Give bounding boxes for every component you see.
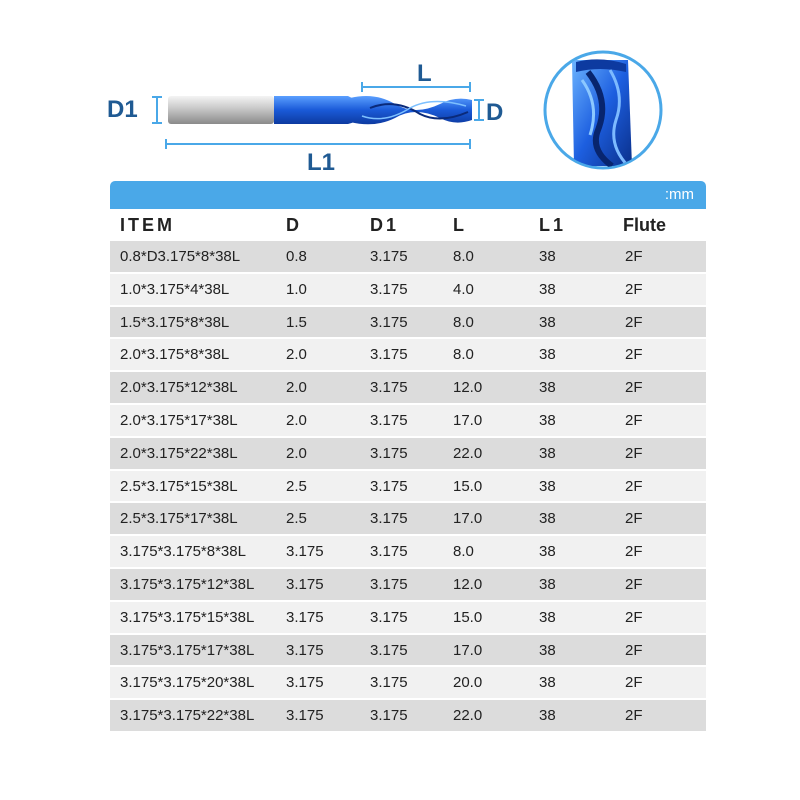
- cell-d: 3.175: [286, 575, 324, 593]
- cell-flute: 2F: [625, 641, 643, 659]
- cell-l1: 38: [539, 510, 556, 528]
- cell-flute: 2F: [625, 543, 643, 561]
- cell-d1: 3.175: [370, 280, 408, 298]
- cell-item: 3.175*3.175*12*38L: [120, 575, 255, 593]
- l-label: L: [417, 60, 432, 87]
- cell-item: 3.175*3.175*8*38L: [120, 543, 246, 561]
- d-label: D: [486, 99, 504, 126]
- cell-flute: 2F: [625, 608, 643, 626]
- cell-flute: 2F: [625, 280, 643, 298]
- cell-l: 22.0: [453, 707, 483, 725]
- table-body: [110, 239, 706, 731]
- cell-d: 3.175: [286, 674, 324, 692]
- cell-flute: 2F: [625, 674, 643, 692]
- cell-d: 3.175: [286, 608, 324, 626]
- table-row: [110, 665, 706, 698]
- cell-l1: 38: [539, 543, 556, 561]
- cell-d1: 3.175: [370, 674, 408, 692]
- cell-l1: 38: [539, 477, 556, 495]
- l1-dimension-mark: [166, 139, 470, 149]
- tool-tip-detail: [545, 52, 661, 168]
- table-row: [110, 305, 706, 338]
- table-row: [110, 403, 706, 436]
- cell-item: 3.175*3.175*17*38L: [120, 641, 255, 659]
- cell-item: 2.0*3.175*22*38L: [120, 444, 238, 462]
- cell-d1: 3.175: [370, 641, 408, 659]
- cell-l: 20.0: [453, 674, 483, 692]
- table-row: [110, 370, 706, 403]
- d1-dimension-mark: [152, 97, 162, 123]
- cell-item: 3.175*3.175*22*38L: [120, 707, 255, 725]
- header-d: D: [286, 215, 302, 235]
- table-row: [110, 501, 706, 534]
- cell-l1: 38: [539, 248, 556, 265]
- cell-l: 4.0: [453, 280, 474, 298]
- cell-d1: 3.175: [370, 510, 408, 528]
- tool-shank: [168, 96, 274, 124]
- cell-d: 2.0: [286, 444, 307, 462]
- cell-l1: 38: [539, 280, 556, 298]
- table-row: [110, 337, 706, 370]
- cell-d: 1.5: [286, 313, 307, 331]
- table-row: [110, 534, 706, 567]
- cell-l: 8.0: [453, 346, 474, 364]
- table-row: [110, 469, 706, 502]
- l-dimension-mark: [362, 82, 470, 92]
- cell-d1: 3.175: [370, 707, 408, 725]
- cell-l1: 38: [539, 379, 556, 397]
- cell-d1: 3.175: [370, 477, 408, 495]
- cell-l1: 38: [539, 674, 556, 692]
- unit-label: :mm: [664, 186, 694, 203]
- cell-l1: 38: [539, 575, 556, 593]
- cell-l1: 38: [539, 444, 556, 462]
- tool-body: [274, 96, 362, 124]
- cell-d1: 3.175: [370, 379, 408, 397]
- cell-item: 3.175*3.175*15*38L: [120, 608, 255, 626]
- cell-flute: 2F: [625, 313, 643, 331]
- cell-item: 2.0*3.175*8*38L: [120, 346, 230, 364]
- cell-flute: 2F: [625, 346, 643, 364]
- cell-l1: 38: [539, 641, 556, 659]
- cell-d: 2.0: [286, 379, 307, 397]
- cell-l: 12.0: [453, 575, 483, 593]
- cell-l1: 38: [539, 411, 556, 429]
- cell-item: 1.0*3.175*4*38L: [120, 280, 230, 298]
- cell-d: 0.8: [286, 248, 307, 265]
- cell-d1: 3.175: [370, 543, 408, 561]
- cell-d: 3.175: [286, 641, 324, 659]
- cell-l1: 38: [539, 608, 556, 626]
- cell-item: 2.5*3.175*17*38L: [120, 510, 238, 528]
- cell-d1: 3.175: [370, 575, 408, 593]
- cell-d1: 3.175: [370, 248, 408, 265]
- header-l: L: [453, 215, 467, 235]
- table-row: [110, 272, 706, 305]
- cell-l: 15.0: [453, 477, 483, 495]
- cell-item: 2.0*3.175*12*38L: [120, 379, 238, 397]
- d-dimension-mark: [474, 100, 484, 120]
- cell-flute: 2F: [625, 477, 643, 495]
- cell-flute: 2F: [625, 510, 643, 528]
- cell-d: 2.0: [286, 411, 307, 429]
- cell-item: 2.5*3.175*15*38L: [120, 477, 238, 495]
- cell-l: 15.0: [453, 608, 483, 626]
- cell-d: 2.5: [286, 477, 307, 495]
- table-title-bar: [110, 181, 706, 209]
- cell-l: 17.0: [453, 641, 483, 659]
- table-header-row: [110, 209, 706, 239]
- cell-l: 8.0: [453, 543, 474, 561]
- cell-d1: 3.175: [370, 608, 408, 626]
- cell-l: 8.0: [453, 248, 474, 265]
- cell-item: 3.175*3.175*20*38L: [120, 674, 255, 692]
- cell-l: 17.0: [453, 510, 483, 528]
- cell-d: 1.0: [286, 280, 307, 298]
- table-row: [110, 698, 706, 731]
- spec-table: [110, 181, 706, 731]
- tool-diagram: [0, 0, 800, 180]
- table-row: [110, 600, 706, 633]
- cell-l1: 38: [539, 707, 556, 725]
- cell-l: 17.0: [453, 411, 483, 429]
- header-d1: D1: [370, 215, 400, 235]
- end-mill-drawing: [0, 0, 800, 180]
- cell-d: 2.5: [286, 510, 307, 528]
- cell-l: 8.0: [453, 313, 474, 331]
- cell-l1: 38: [539, 346, 556, 364]
- cell-d: 2.0: [286, 346, 307, 364]
- cell-flute: 2F: [625, 707, 643, 725]
- table-row: [110, 239, 706, 272]
- header-flute: Flute: [623, 215, 666, 235]
- d1-label: D1: [107, 96, 138, 123]
- cell-l1: 38: [539, 313, 556, 331]
- cell-flute: 2F: [625, 411, 643, 429]
- cell-item: 0.8*D3.175*8*38L: [120, 248, 241, 265]
- table-row: [110, 633, 706, 666]
- l1-label: L1: [307, 149, 336, 176]
- cell-d1: 3.175: [370, 313, 408, 331]
- cell-l: 22.0: [453, 444, 483, 462]
- cell-flute: 2F: [625, 575, 643, 593]
- cell-d1: 3.175: [370, 444, 408, 462]
- cell-d1: 3.175: [370, 346, 408, 364]
- cell-item: 1.5*3.175*8*38L: [120, 313, 230, 331]
- table-row: [110, 567, 706, 600]
- cell-d1: 3.175: [370, 411, 408, 429]
- cell-flute: 2F: [625, 379, 643, 397]
- cell-d: 3.175: [286, 543, 324, 561]
- cell-flute: 2F: [625, 444, 643, 462]
- cell-flute: 2F: [625, 248, 643, 265]
- table-row: [110, 436, 706, 469]
- header-l1: L1: [539, 215, 567, 235]
- cell-l: 12.0: [453, 379, 483, 397]
- cell-d: 3.175: [286, 707, 324, 725]
- header-item: ITEM: [120, 215, 175, 235]
- cell-item: 2.0*3.175*17*38L: [120, 411, 238, 429]
